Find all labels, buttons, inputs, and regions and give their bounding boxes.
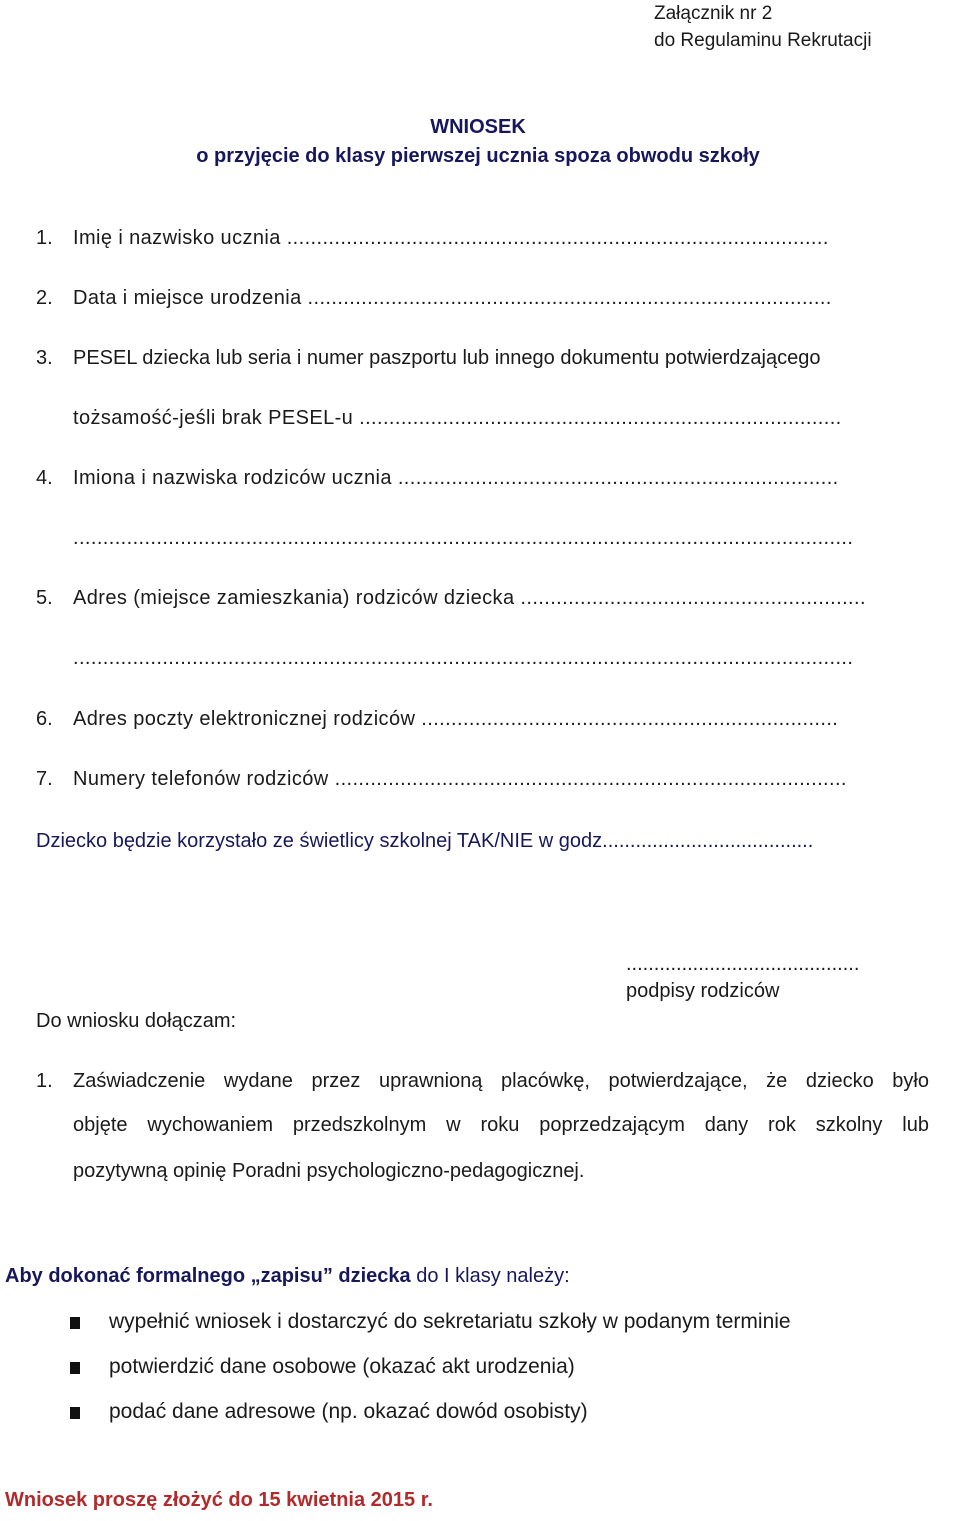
bullet-square-icon xyxy=(70,1407,80,1419)
field-2-number: 2. xyxy=(36,287,53,309)
bullet-square-icon xyxy=(70,1317,80,1329)
field-7-phones[interactable]: Numery telefonów rodziców ...................................................................................... xyxy=(73,768,847,790)
attachment-1-line-3: pozytywną opinię Poradni psychologiczno-pedagogicznej. xyxy=(73,1160,585,1182)
field-2-birth[interactable]: Data i miejsce urodzenia ........................................................................................ xyxy=(73,287,832,309)
attachments-heading: Do wniosku dołączam: xyxy=(36,1010,237,1032)
document-title: WNIOSEK xyxy=(430,116,526,138)
field-3-pesel: PESEL dziecka lub seria i numer paszportu lub innego dokumentu potwierdzającego xyxy=(73,347,821,369)
instructions-heading xyxy=(5,1265,570,1288)
instruction-bullet-3: podać dane adresowe (np. okazać dowód osobisty) xyxy=(109,1400,588,1423)
field-5-continuation[interactable]: ................................................................................................................................... xyxy=(73,647,854,669)
annex-line-1: Załącznik nr 2 xyxy=(654,3,773,24)
signature-dots[interactable]: .......................................... xyxy=(626,953,860,975)
bullet-square-icon xyxy=(70,1362,80,1374)
field-4-number: 4. xyxy=(36,467,53,489)
afterschool-line[interactable]: Dziecko będzie korzystało ze świetlicy szkolnej TAK/NIE w godz...................................... xyxy=(36,830,814,852)
signature-label: podpisy rodziców xyxy=(626,980,780,1002)
field-7-number: 7. xyxy=(36,768,53,790)
attachment-1-line-2: objęte wychowaniem przedszkolnym w roku poprzedzającym dany rok szkolny lub xyxy=(73,1114,929,1136)
field-5-address[interactable]: Adres (miejsce zamieszkania) rodziców dziecka .......................................................... xyxy=(73,587,866,609)
instructions-heading-bold: Aby dokonać formalnego „zapisu” dziecka xyxy=(5,1265,411,1287)
field-6-number: 6. xyxy=(36,708,53,730)
attachment-1-number: 1. xyxy=(36,1070,53,1092)
field-6-email[interactable]: Adres poczty elektronicznej rodziców ...................................................................... xyxy=(73,708,839,730)
document-subtitle: o przyjęcie do klasy pierwszej ucznia spoza obwodu szkoły xyxy=(196,145,760,167)
field-4-parents-names[interactable]: Imiona i nazwiska rodziców ucznia .......................................................................... xyxy=(73,467,839,489)
instruction-bullet-2: potwierdzić dane osobowe (okazać akt urodzenia) xyxy=(109,1355,575,1378)
field-1-number: 1. xyxy=(36,227,53,249)
field-1-name[interactable]: Imię i nazwisko ucznia ........................................................................................... xyxy=(73,227,829,249)
annex-line-2: do Regulaminu Rekrutacji xyxy=(654,30,872,51)
field-3-pesel-continuation[interactable]: tożsamość-jeśli brak PESEL-u ................................................................................. xyxy=(73,407,842,429)
instruction-bullet-1: wypełnić wniosek i dostarczyć do sekretariatu szkoły w podanym terminie xyxy=(109,1310,791,1333)
field-5-number: 5. xyxy=(36,587,53,609)
field-3-number: 3. xyxy=(36,347,53,369)
instructions-heading-rest: do I klasy należy: xyxy=(410,1265,570,1287)
submission-deadline: Wniosek proszę złożyć do 15 kwietnia 2015 r. xyxy=(5,1489,433,1511)
attachment-1-line-1: Zaświadczenie wydane przez uprawnioną placówkę, potwierdzające, że dziecko było xyxy=(73,1070,929,1092)
field-4-continuation[interactable]: ................................................................................................................................... xyxy=(73,527,854,549)
